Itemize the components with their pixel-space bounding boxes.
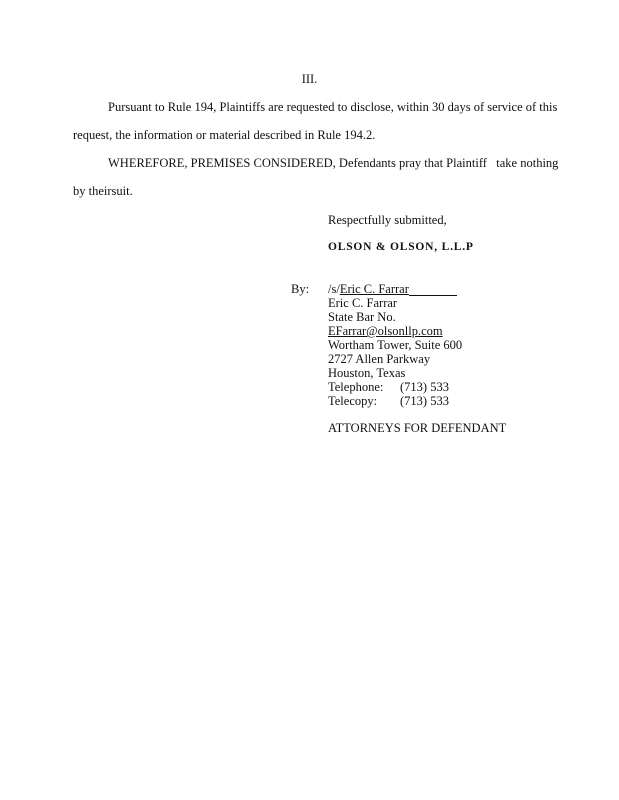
attorney-info-block	[328, 296, 462, 408]
signature-prefix: /s/	[328, 282, 340, 296]
signature-line	[328, 282, 457, 297]
firm-name: OLSON & OLSON, L.L.P	[328, 241, 474, 253]
address-line-2: 2727 Allen Parkway	[328, 352, 431, 366]
paragraph-2-line-1: WHEREFORE, PREMISES CONSIDERED, Defendants pray that Plaintiff take nothing	[108, 156, 559, 170]
email-link[interactable]: EFarrar@olsonllp.com	[328, 324, 443, 338]
telephone-row	[328, 380, 462, 394]
address-line-1: Wortham Tower, Suite 600	[328, 338, 463, 352]
state-bar-number: State Bar No.	[328, 310, 396, 324]
section-heading: III.	[301, 72, 318, 86]
telephone-value: (713) 533	[400, 380, 449, 394]
telephone-label: Telephone:	[328, 380, 384, 394]
by-label: By:	[291, 282, 310, 296]
paragraph-1-line-2: request, the information or material described in Rule 194.2.	[73, 128, 376, 142]
paragraph-2-line-2: by theirsuit.	[73, 184, 133, 198]
signature-underline	[409, 282, 457, 296]
paragraph-1-line-1: Pursuant to Rule 194, Plaintiffs are requested to disclose, within 30 days of service of this	[108, 100, 558, 114]
signature-name: Eric C. Farrar	[339, 282, 409, 296]
telecopy-label: Telecopy:	[328, 394, 378, 408]
attorney-name: Eric C. Farrar	[328, 296, 398, 310]
closing-text: Respectfully submitted,	[328, 213, 447, 227]
attorneys-for-defendant: ATTORNEYS FOR DEFENDANT	[328, 421, 507, 435]
city-state: Houston, Texas	[328, 366, 406, 380]
telecopy-value: (713) 533	[400, 394, 449, 408]
telecopy-row	[328, 394, 462, 408]
